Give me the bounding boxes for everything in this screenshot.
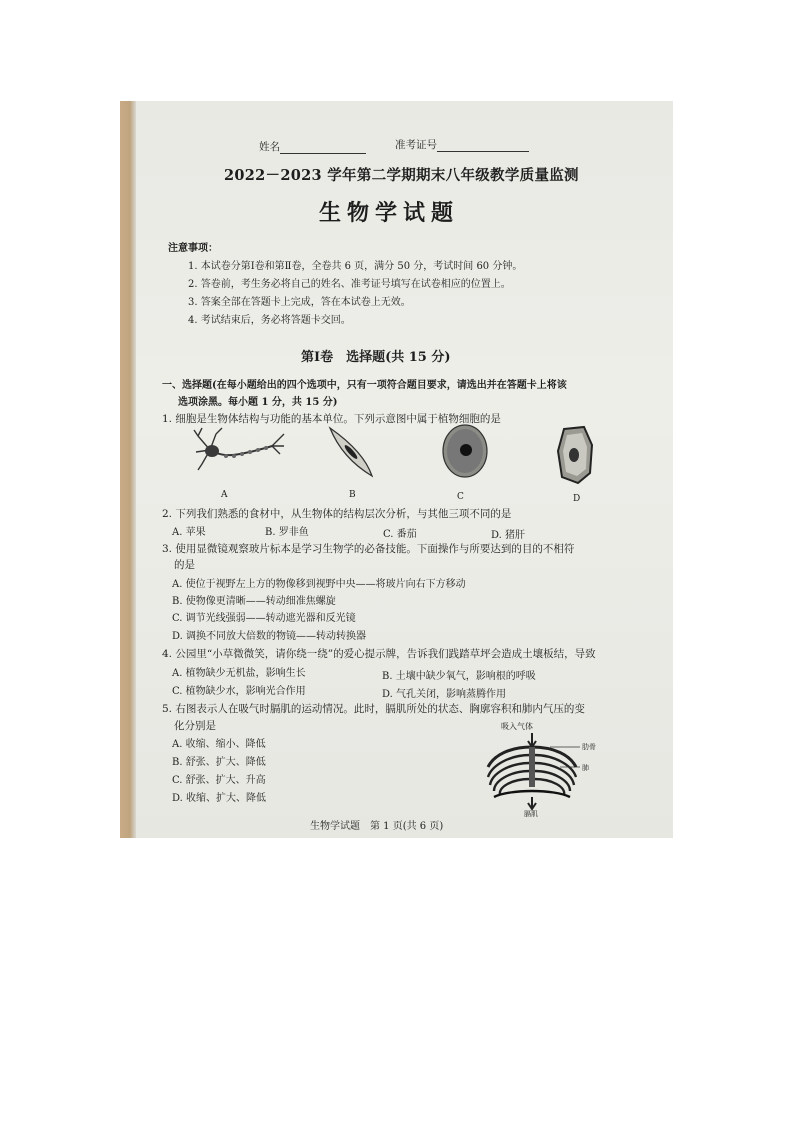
- subject-title: 生物学试题: [319, 200, 460, 226]
- name-blank: [280, 141, 366, 154]
- animal-cell-figure: [440, 423, 490, 479]
- rib-label: 肋骨: [582, 743, 596, 751]
- question-5-option-d: D. 收缩、扩大、降低: [172, 793, 267, 804]
- figure-label-b: B: [349, 490, 356, 500]
- question-2-option-c: C. 番茄: [383, 529, 417, 540]
- question-5-stem: 5. 右图表示人在吸气时膈肌的运动情况。此时，膈肌所处的状态、胸廓容积和肺内气压的变: [162, 703, 585, 715]
- notice-item: 1. 本试卷分第Ⅰ卷和第Ⅱ卷，全卷共 6 页，满分 50 分，考试时间 60 分钟。: [188, 261, 523, 272]
- question-4-option-a: A. 植物缺少无机盐，影响生长: [172, 668, 306, 679]
- notice-heading: 注意事项：: [168, 243, 218, 254]
- question-1-stem: 1. 细胞是生物体结构与功能的基本单位。下列示意图中属于植物细胞的是: [162, 413, 501, 425]
- inhale-label: 吸入气体: [501, 722, 533, 731]
- notice-item: 3. 答案全部在答题卡上完成，答在本试卷上无效。: [188, 297, 411, 308]
- question-5-stem-continued: 化分别是: [174, 720, 216, 732]
- figure-label-c: C: [457, 492, 464, 502]
- question-2-option-d: D. 猪肝: [491, 530, 526, 541]
- figure-label-d: D: [573, 494, 581, 504]
- notice-item: 4. 考试结束后，务必将答题卡交回。: [188, 315, 351, 326]
- name-label: 姓名: [259, 141, 280, 153]
- question-3-stem-continued: 的是: [174, 559, 195, 571]
- section-title: 第Ⅰ卷 选择题(共 15 分): [301, 350, 451, 365]
- figure-label-a: A: [221, 490, 228, 500]
- question-5-option-c: C. 舒张、扩大、升高: [172, 775, 266, 786]
- exam-no-blank: [437, 139, 529, 152]
- question-4-option-b: B. 土壤中缺少氧气，影响根的呼吸: [382, 671, 536, 682]
- question-4-option-d: D. 气孔关闭，影响蒸腾作用: [382, 689, 507, 700]
- diaphragm-label: 膈肌: [524, 810, 538, 818]
- question-3-option-a: A. 使位于视野左上方的物像移到视野中央——将玻片向右下方移动: [172, 579, 466, 590]
- question-2-option-b: B. 罗非鱼: [265, 527, 309, 538]
- exam-paper: [136, 101, 673, 838]
- question-3-option-b: B. 使物像更清晰——转动细准焦螺旋: [172, 596, 336, 607]
- question-4-option-c: C. 植物缺少水，影响光合作用: [172, 686, 306, 697]
- neuron-cell-figure: [192, 424, 288, 474]
- exam-no-label: 准考证号: [395, 139, 437, 151]
- section-instruction: 选项涂黑。每小题 1 分，共 15 分): [178, 397, 338, 408]
- question-2-option-a: A. 苹果: [172, 527, 206, 538]
- exam-no-field: [395, 137, 529, 152]
- lung-label: 肺: [582, 764, 589, 772]
- section-instruction: 一、选择题(在每小题给出的四个选项中，只有一项符合题目要求，请选出并在答题卡上将该: [162, 380, 567, 391]
- page-footer: 生物学试题 第 1 页(共 6 页): [310, 821, 444, 832]
- plant-cell-figure: [556, 425, 596, 485]
- question-5-option-b: B. 舒张、扩大、降低: [172, 757, 266, 768]
- question-3-option-c: C. 调节光线强弱——转动遮光器和反光镜: [172, 613, 356, 624]
- name-field: [259, 139, 366, 154]
- question-2-stem: 2. 下列我们熟悉的食材中，从生物体的结构层次分析，与其他三项不同的是: [162, 508, 512, 520]
- muscle-cell-figure: [326, 424, 376, 480]
- notice-item: 2. 答卷前，考生务必将自己的姓名、准考证号填写在试卷相应的位置上。: [188, 279, 511, 290]
- exam-title: 2022－2023 学年第二学期期末八年级教学质量监测: [224, 167, 579, 184]
- question-3-stem: 3. 使用显微镜观察玻片标本是学习生物学的必备技能。下面操作与所要达到的目的不相符: [162, 543, 575, 555]
- exam-photo: [120, 101, 673, 838]
- question-5-option-a: A. 收缩、缩小、降低: [172, 739, 266, 750]
- question-4-stem: 4. 公园里“小草微微笑，请你绕一绕”的爱心提示牌，告诉我们践踏草坪会造成土壤板结，导致: [162, 648, 596, 660]
- question-3-option-d: D. 调换不同放大倍数的物镜——转动转换器: [172, 631, 367, 642]
